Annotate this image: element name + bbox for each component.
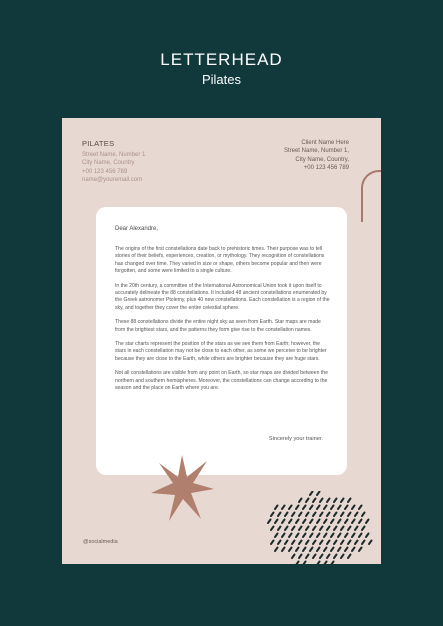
dash-mark: [275, 534, 278, 538]
dash-mark: [366, 520, 369, 524]
sender-address: [82, 151, 145, 184]
dash-mark: [331, 506, 334, 510]
dash-mark: [271, 513, 274, 517]
dash-mark: [278, 541, 281, 545]
dash-mark: [310, 548, 313, 552]
dash-mark: [275, 520, 278, 524]
page-subtitle: Pilates: [201, 72, 242, 87]
dash-mark: [320, 499, 323, 503]
dash-mark: [282, 534, 285, 538]
dash-mark: [345, 534, 348, 538]
dash-mark: [268, 520, 271, 524]
dash-mark: [320, 513, 323, 517]
dash-mark: [338, 534, 341, 538]
sender-phone: +00 123 456 789: [82, 168, 128, 175]
dash-mark: [299, 499, 302, 503]
letter-paragraph: These 88 constellations divide the entire night sky as seen from Earth. Star maps are made from the brightest stars, and the patterns they form give rise to the constellation names.: [115, 319, 321, 333]
dash-mark: [359, 548, 362, 552]
dash-mark: [327, 541, 330, 545]
letter-greeting: Dear Alexandre,: [115, 226, 159, 232]
dash-mark: [320, 541, 323, 545]
letter-paragraph: The star charts represent the position of the stars as we see them from Earth; however, the stars in each constellation may not be close to each other, as some we perceive to be brighter because they are close to the Earth, while others are brighter because they are huge stars.: [115, 341, 327, 362]
dash-mark: [289, 534, 292, 538]
dash-mark: [275, 506, 278, 510]
dash-mark: [345, 520, 348, 524]
dash-mark: [303, 548, 306, 552]
recipient-city: City Name, Country,: [295, 156, 349, 163]
social-handle: @socialmedia: [83, 539, 118, 545]
dash-mark: [338, 548, 341, 552]
dash-mark: [299, 541, 302, 545]
dash-mark: [278, 513, 281, 517]
dash-mark: [282, 520, 285, 524]
dash-mark: [352, 520, 355, 524]
dash-mark: [341, 513, 344, 517]
dash-mark: [324, 534, 327, 538]
dash-mark: [334, 527, 337, 531]
dash-mark: [292, 527, 295, 531]
dash-mark: [366, 534, 369, 538]
dash-mark: [320, 527, 323, 531]
dash-mark: [310, 506, 313, 510]
dash-mark: [303, 506, 306, 510]
dash-mark: [345, 548, 348, 552]
dash-mark: [345, 506, 348, 510]
dash-mark: [317, 492, 320, 496]
dash-mark: [327, 513, 330, 517]
recipient-address: [284, 139, 349, 172]
dash-mark: [306, 527, 309, 531]
dash-mark: [334, 499, 337, 503]
dash-mark: [341, 555, 344, 559]
dash-mark: [348, 499, 351, 503]
dash-mark: [348, 555, 351, 559]
dash-mark: [310, 520, 313, 524]
letter-paragraph: The origins of the first constellations date back to prehistoric times. Their purpose was to tell stories of their beliefs, experiences, creation, or mythology. They recognition of constellations has changed over time. They varied in size or shape, others become popular and then were forgotten, and some were limited to a single culture.: [115, 246, 325, 275]
dash-mark: [285, 527, 288, 531]
dash-mark: [271, 541, 274, 545]
dash-mark: [292, 555, 295, 559]
dash-mark: [352, 548, 355, 552]
dash-mark: [299, 513, 302, 517]
dash-mark: [296, 548, 299, 552]
dash-mark: [324, 520, 327, 524]
dash-mark: [317, 534, 320, 538]
dash-mark: [348, 541, 351, 545]
dash-mark: [352, 534, 355, 538]
dash-mark: [338, 506, 341, 510]
dash-mark: [331, 534, 334, 538]
recipient-name: Client Name Here: [301, 140, 349, 146]
page-title: LETTERHEAD: [160, 50, 283, 69]
letter-body: [115, 246, 330, 400]
dash-mark: [355, 513, 358, 517]
dash-mark: [313, 555, 316, 559]
dash-mark: [306, 513, 309, 517]
dash-mark: [348, 513, 351, 517]
dash-mark: [285, 513, 288, 517]
dash-mark: [313, 499, 316, 503]
sender-street: Street Name, Number 1: [82, 152, 146, 158]
dash-mark: [369, 541, 372, 545]
dash-mark: [292, 541, 295, 545]
dash-mark: [282, 548, 285, 552]
dash-mark: [299, 555, 302, 559]
dash-mark: [355, 541, 358, 545]
dash-mark: [359, 506, 362, 510]
dash-mark: [327, 527, 330, 531]
letter-card: [96, 207, 347, 475]
dash-mark: [324, 548, 327, 552]
sender-city: City Name, Country: [82, 160, 135, 167]
dash-mark: [299, 527, 302, 531]
star-decoration-icon: [149, 453, 215, 523]
dash-mark: [282, 506, 285, 510]
dash-mark: [324, 562, 327, 565]
dash-mark: [313, 513, 316, 517]
arch-decoration: [361, 170, 381, 222]
dash-mark: [313, 541, 316, 545]
dash-mark: [348, 527, 351, 531]
dash-mark: [359, 520, 362, 524]
dash-mark: [317, 562, 320, 565]
dash-mark: [285, 541, 288, 545]
recipient-street: Street Name, Number 1,: [283, 148, 349, 155]
dash-mark: [362, 527, 365, 531]
dash-mark: [306, 499, 309, 503]
letterhead-sheet: [62, 118, 381, 564]
dash-mark: [306, 541, 309, 545]
dash-mark: [331, 520, 334, 524]
brand-name: PILATES: [82, 139, 115, 148]
dash-pattern-decoration: [264, 491, 374, 564]
dash-mark: [317, 548, 320, 552]
dash-mark: [334, 513, 337, 517]
dash-mark: [278, 527, 281, 531]
dash-mark: [296, 562, 299, 565]
dash-mark: [331, 548, 334, 552]
dash-mark: [313, 527, 316, 531]
dash-mark: [327, 499, 330, 503]
sender-email: name@youremail.com: [82, 176, 143, 183]
dash-mark: [341, 499, 344, 503]
dash-mark: [331, 562, 334, 565]
letter-paragraph: In the 20th century, a committee of the International Astronomical Union took it upon itself to accurately delineate the 88 constellations. It included 48 ancient constellations enumerated by the Greek astronomer Ptolemy, plus 40 new constellations. Each constellation is a region of the sky, and together they cover the entire celestial sphere.: [115, 282, 330, 311]
dash-mark: [310, 534, 313, 538]
dash-mark: [296, 520, 299, 524]
dash-mark: [275, 548, 278, 552]
dash-mark: [303, 562, 306, 565]
dash-mark: [289, 506, 292, 510]
dash-mark: [338, 520, 341, 524]
dash-mark: [271, 527, 274, 531]
dash-mark: [303, 520, 306, 524]
dash-mark: [289, 520, 292, 524]
dash-mark: [310, 492, 313, 496]
letter-closing: Sincerely your trainer.: [268, 436, 323, 442]
letter-paragraph: Not all constellations are visible from any point on Earth, so star maps are divided between the northern and southern hemispheres. Moreover, the constellations can change according to the season and the place on Earth where you are.: [115, 370, 328, 392]
dash-mark: [306, 555, 309, 559]
recipient-phone: +00 123 456 789: [303, 164, 349, 171]
dash-mark: [362, 513, 365, 517]
dash-mark: [324, 506, 327, 510]
dash-mark: [317, 520, 320, 524]
dash-mark: [327, 555, 330, 559]
dash-mark: [296, 534, 299, 538]
dash-mark: [296, 506, 299, 510]
dash-mark: [359, 534, 362, 538]
dash-mark: [362, 541, 365, 545]
dash-mark: [303, 534, 306, 538]
dash-mark: [317, 506, 320, 510]
dash-mark: [289, 548, 292, 552]
dash-mark: [341, 541, 344, 545]
dash-mark: [352, 506, 355, 510]
dash-mark: [334, 541, 337, 545]
dash-mark: [355, 527, 358, 531]
dash-mark: [334, 555, 337, 559]
dash-mark: [320, 555, 323, 559]
dash-mark: [341, 527, 344, 531]
dash-mark: [292, 513, 295, 517]
